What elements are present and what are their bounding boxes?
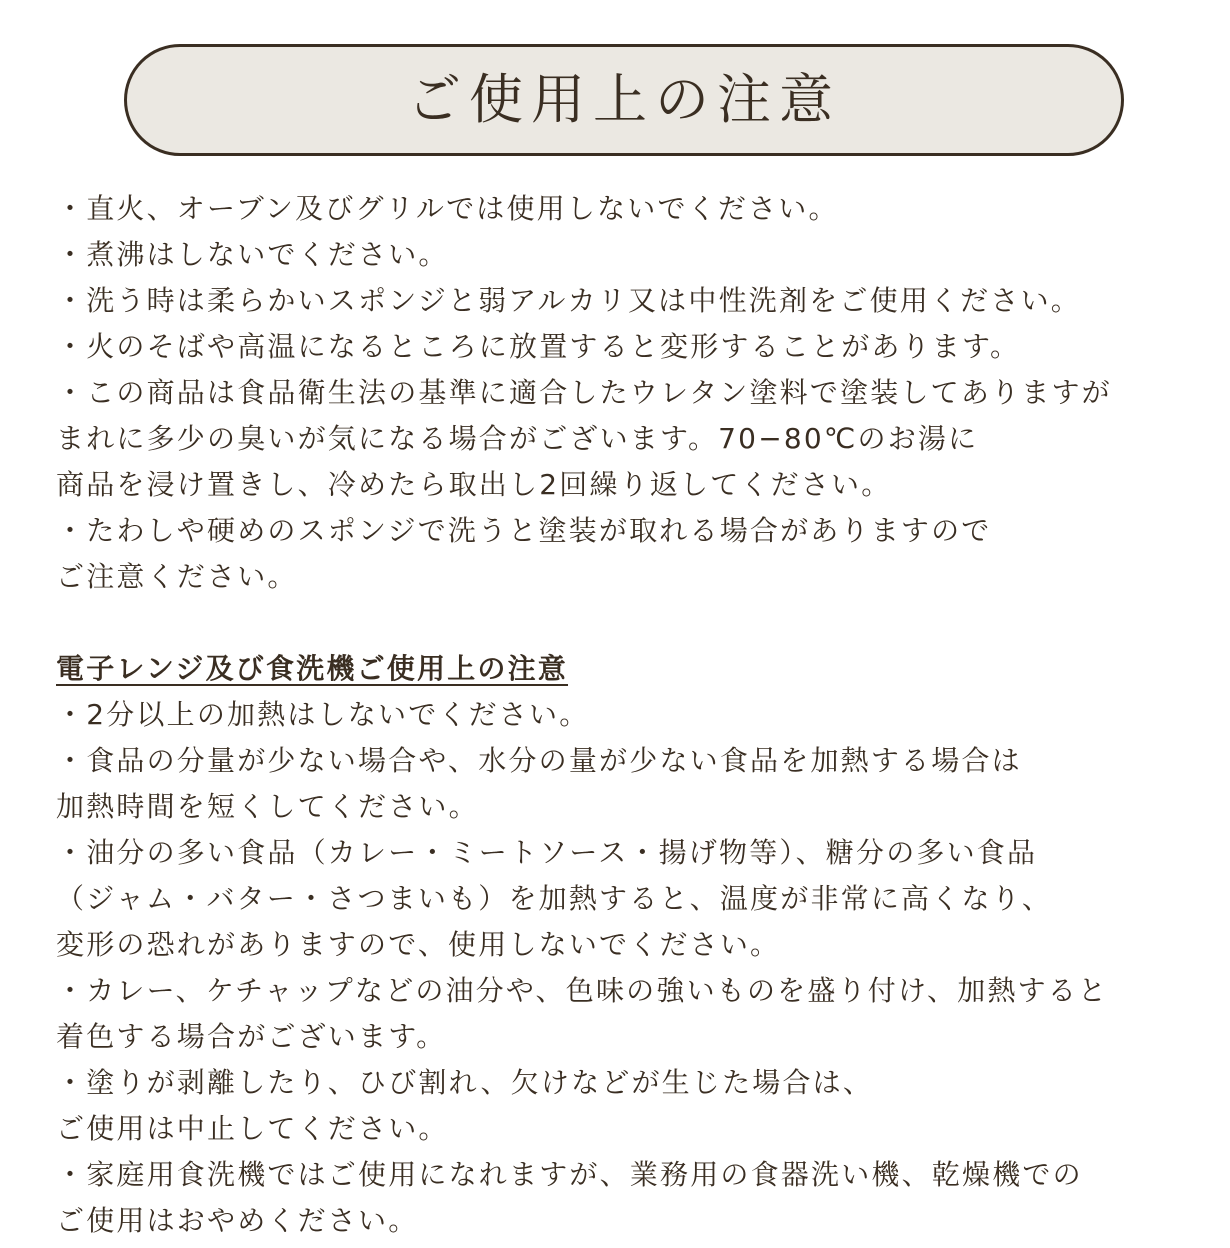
notice-line: ・油分の多い食品（カレー・ミートソース・揚げ物等）、糖分の多い食品 <box>56 836 1038 869</box>
notice-line: ・塗りが剥離したり、ひび割れ、欠けなどが生じた場合は、 <box>56 1066 874 1099</box>
notice-line: ご使用は中止してください。 <box>56 1112 449 1145</box>
notice-line: ご注意ください。 <box>56 560 298 593</box>
notice-line: ・この商品は食品衛生法の基準に適合したウレタン塗料で塗装してありますが <box>56 376 1112 409</box>
microwave-dishwasher-section <box>56 646 1216 1244</box>
notice-line: ・食品の分量が少ない場合や、水分の量が少ない食品を加熱する場合は <box>56 744 1022 777</box>
notice-line: まれに多少の臭いが気になる場合がございます。70−80℃のお湯に <box>56 422 979 455</box>
title-banner <box>124 44 1124 156</box>
notice-line: ・カレー、ケチャップなどの油分や、色味の強いものを盛り付け、加熱すると <box>56 974 1109 1007</box>
notice-line: （ジャム・バター・さつまいも）を加熱すると、温度が非常に高くなり、 <box>56 882 1053 915</box>
notice-line: ご使用はおやめください。 <box>56 1204 419 1237</box>
notice-line: ・洗う時は柔らかいスポンジと弱アルカリ又は中性洗剤をご使用ください。 <box>56 284 1081 317</box>
notice-line: 着色する場合がございます。 <box>56 1020 447 1053</box>
notice-line: 変形の恐れがありますので、使用しないでください。 <box>56 928 781 961</box>
notice-content <box>56 186 1216 1244</box>
notice-line: ・煮沸はしないでください。 <box>56 238 449 271</box>
section-heading: 電子レンジ及び食洗機ご使用上の注意 <box>56 652 569 685</box>
notice-line: 商品を浸け置きし、冷めたら取出し2回繰り返してください。 <box>56 468 892 501</box>
notice-line: 加熱時間を短くしてください。 <box>56 790 479 823</box>
notice-line: ・火のそばや高温になるところに放置すると変形することがあります。 <box>56 330 1021 363</box>
notice-line: ・家庭用食洗機ではご使用になれますが、業務用の食器洗い機、乾燥機での <box>56 1158 1083 1191</box>
notice-line: ・直火、オーブン及びグリルでは使用しないでください。 <box>56 192 839 225</box>
general-precautions-list <box>56 186 1216 600</box>
notice-line: ・2分以上の加熱はしないでください。 <box>56 698 590 731</box>
section-spacer <box>56 600 1216 646</box>
page-title: ご使用上の注意 <box>407 68 841 131</box>
notice-line: ・たわしや硬めのスポンジで洗うと塗装が取れる場合がありますので <box>56 514 992 547</box>
